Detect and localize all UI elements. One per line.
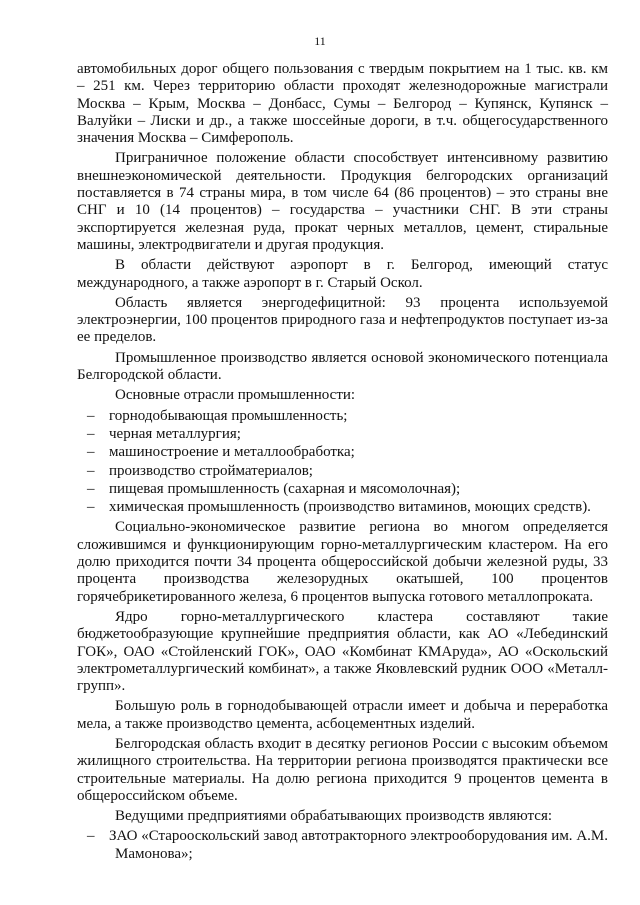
paragraph-airports: В области действуют аэропорт в г. Белгород, имеющий статус международного, а также аэропорт в г. Старый Оскол. [77, 257, 608, 291]
list-item-text: машиностроение и металлообработка; [109, 444, 355, 461]
paragraph-industries-intro: Основные отрасли промышленности: [115, 387, 356, 404]
paragraph-roads: автомобильных дорог общего пользования с твердым покрытием на 1 тыс. кв. км – 251 км. Через территорию области проходят железнодорожные магистрали Москва – Крым, Москва – Донбасс, Сумы – Белгород – Купянск, Купянск – Валуйки – Лиски и др., а также шоссейные дороги, в т.ч. общегосударственного значения Москва – Симферополь. [77, 61, 608, 147]
list-item [77, 499, 608, 516]
page-number: 11 [314, 34, 326, 48]
paragraph-enterprises-intro: Ведущими предприятиями обрабатывающих производств являются: [115, 808, 553, 825]
list-item-text: химическая промышленность (производство витаминов, моющих средств). [109, 499, 591, 516]
industries-list [77, 408, 608, 517]
list-item-text: черная металлургия; [109, 425, 241, 442]
bullet-dash: – [87, 828, 95, 845]
list-item-text: производство стройматериалов; [109, 462, 313, 479]
list-item-text: ЗАО «Старооскольский завод автотракторного электрооборудования им. А.М. Мамонова»; [109, 828, 608, 862]
bullet-dash: – [87, 407, 95, 424]
list-item [77, 444, 608, 461]
paragraph-trade: Приграничное положение области способствует интенсивному развитию внешнеэкономической деятельности. Продукция белгородских организаций поставляется в 74 страны мира, в том числе 64 (86 процентов) – это страны вне СНГ и 10 (14 процентов) – государства – участники СНГ. В эти страны экспортируется железная руда, прокат черных металлов, цемент, стиральные машины, электродвигатели и другая продукция. [77, 150, 608, 253]
bullet-dash: – [87, 462, 95, 479]
list-item [77, 408, 608, 425]
paragraph-energy: Область является энергодефицитной: 93 процента используемой электроэнергии, 100 процентов природного газа и нефтепродуктов поступает из-за ее пределов. [77, 294, 608, 346]
enterprises-list [77, 828, 608, 863]
paragraph-industry: Промышленное производство является основой экономического потенциала Белгородской области. [77, 349, 608, 384]
list-item [77, 828, 608, 863]
paragraph-construction: Белгородская область входит в десятку регионов России с высоким объемом жилищного строительства. На территории региона производятся практически все строительные материалы. На долю региона приходится 9 процентов цемента в общероссийском объеме. [77, 735, 608, 804]
document-body [77, 61, 608, 864]
bullet-dash: – [87, 480, 95, 497]
paragraph-cluster-core: Ядро горно-металлургического кластера составляют такие бюджетообразующие крупнейшие предприятия области, как АО «Лебединский ГОК», ОАО «Стойленский ГОК», ОАО «Комбинат КМАруда», АО «Оскольский электрометаллургический комбинат», а также Яковлевский рудник ООО «Металл-групп». [77, 608, 608, 695]
list-item-text: пищевая промышленность (сахарная и мясомолочная); [109, 480, 461, 497]
list-item [77, 463, 608, 480]
bullet-dash: – [87, 425, 95, 442]
paragraph-chalk: Большую роль в горнодобывающей отрасли имеет и добыча и переработка мела, а также производство цемента, асбоцементных изделий. [77, 698, 608, 732]
list-item-text: горнодобывающая промышленность; [109, 407, 348, 424]
bullet-dash: – [87, 499, 95, 516]
list-item [77, 481, 608, 498]
paragraph-cluster: Социально-экономическое развитие региона во многом определяется сложившимся и функционирующим горно-металлургическим кластером. На его долю приходится почти 34 процента общероссийской добычи железной руды, 33 процента производства железорудных окатышей, 100 процентов горячебрикетированного железа, 6 процентов выпуска готового металлопроката. [77, 519, 608, 605]
bullet-dash: – [87, 444, 95, 461]
list-item [77, 426, 608, 443]
